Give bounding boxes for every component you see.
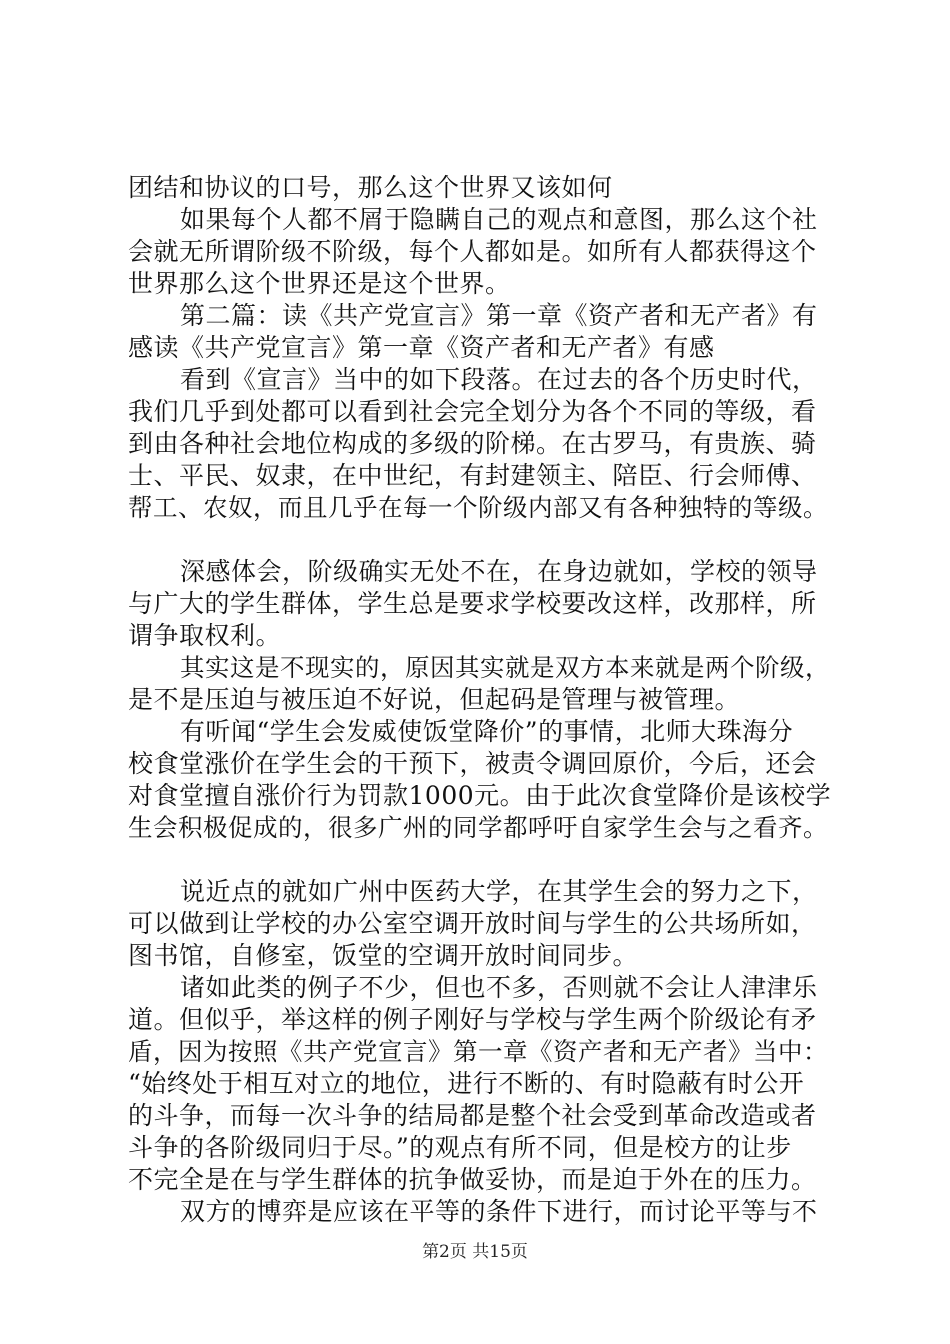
- text-line: 说近点的就如广州中医药大学，在其学生会的努力之下，: [180, 877, 818, 906]
- text-line: “始终处于相互对立的地位，进行不断的、有时隐蔽有时公开: [128, 1069, 805, 1098]
- text-line: 我们几乎到处都可以看到社会完全划分为各个不同的等级，看: [128, 397, 817, 426]
- text-line: 可以做到让学校的办公室空调开放时间与学生的公共场所如，: [128, 909, 817, 938]
- text-line: 谓争取权利。: [128, 621, 282, 650]
- text-line: 世界那么这个世界还是这个世界。: [128, 269, 511, 298]
- text-line: 图书馆，自修室，饭堂的空调开放时间同步。: [128, 941, 639, 970]
- text-line: 士、平民、奴隶，在中世纪，有封建领主、陪臣、行会师傅、: [128, 461, 817, 490]
- paragraph-spacer: [128, 524, 840, 556]
- text-line: 诸如此类的例子不少，但也不多，否则就不会让人津津乐: [180, 973, 818, 1002]
- text-line: 盾，因为按照《共产党宣言》第一章《资产者和无产者》当中：: [128, 1037, 828, 1066]
- text-line: 双方的博弈是应该在平等的条件下进行，而讨论平等与不: [180, 1197, 818, 1226]
- text-line: 看到《宣言》当中的如下段落。在过去的各个历史时代，: [180, 365, 818, 394]
- page-number: 第2页 共15页: [422, 1242, 528, 1262]
- text-line: 生会积极促成的，很多广州的同学都呼吁自家学生会与之看齐。: [128, 813, 828, 842]
- text-line: 校食堂涨价在学生会的干预下，被责令调回原价，今后，还会: [128, 749, 817, 778]
- document-body: [128, 172, 840, 1228]
- text-line: 如果每个人都不屑于隐瞒自己的观点和意图，那么这个社: [180, 205, 818, 234]
- text-line: 不完全是在与学生群体的抗争做妥协，而是迫于外在的压力。: [128, 1165, 817, 1194]
- text-line: 有听闻“学生会发威使饭堂降价”的事情，北师大珠海分: [180, 717, 794, 746]
- text-line: 的斗争，而每一次斗争的结局都是整个社会受到革命改造或者: [128, 1101, 817, 1130]
- paragraph-spacer: [128, 844, 840, 876]
- text-line: 其实这是不现实的，原因其实就是双方本来就是两个阶级，: [180, 653, 830, 682]
- text-line: 斗争的各阶级同归于尽。”的观点有所不同，但是校方的让步: [128, 1133, 792, 1162]
- text-line: 是不是压迫与被压迫不好说，但起码是管理与被管理。: [128, 685, 741, 714]
- text-line: 对食堂擅自涨价行为罚款1000元。由于此次食堂降价是该校学: [128, 781, 832, 810]
- text-line: 会就无所谓阶级不阶级，每个人都如是。如所有人都获得这个: [128, 237, 817, 266]
- text-line: 道。但似乎，举这样的例子刚好与学校与学生两个阶级论有矛: [128, 1005, 817, 1034]
- section-heading: 第二篇：读《共产党宣言》第一章《资产者和无产者》有: [180, 301, 818, 330]
- text-line: 深感体会，阶级确实无处不在，在身边就如，学校的领导: [180, 557, 818, 586]
- page-footer: [0, 1240, 950, 1264]
- text-line: 到由各种社会地位构成的多级的阶梯。在古罗马，有贵族、骑: [128, 429, 817, 458]
- section-heading: 感读《共产党宣言》第一章《资产者和无产者》有感: [128, 333, 715, 362]
- text-line: 与广大的学生群体，学生总是要求学校要改这样，改那样，所: [128, 589, 817, 618]
- text-line: 团结和协议的口号，那么这个世界又该如何: [128, 173, 613, 202]
- text-line: 帮工、农奴，而且几乎在每一个阶级内部又有各种独特的等级。: [128, 493, 828, 522]
